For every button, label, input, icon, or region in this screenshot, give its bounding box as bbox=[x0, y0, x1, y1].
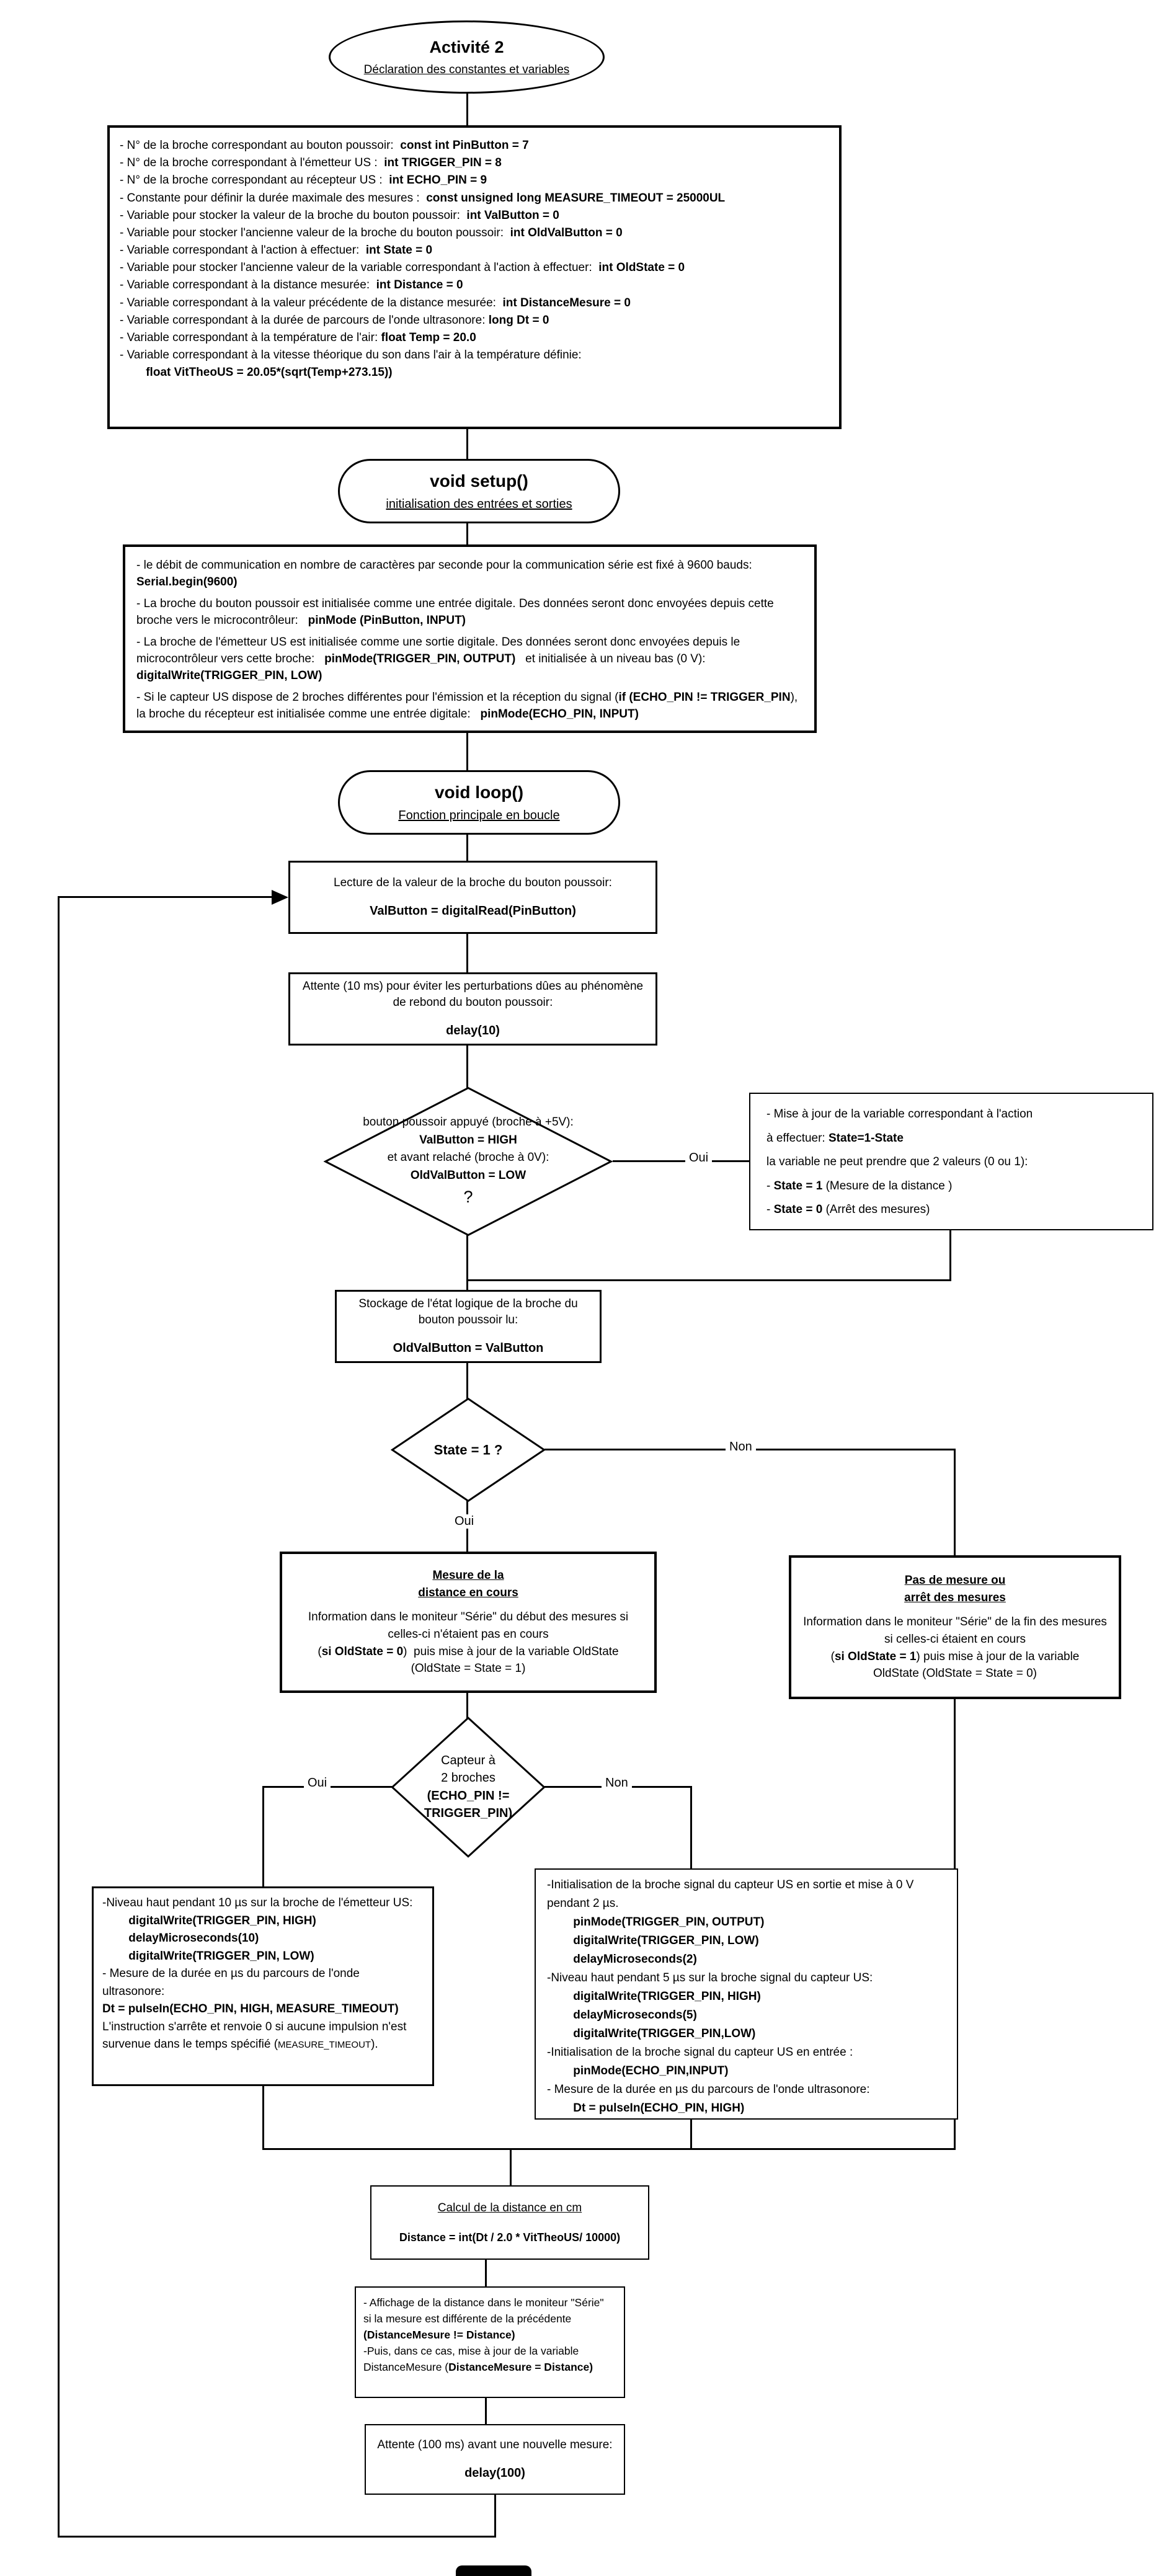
text-segment: Capteur à bbox=[441, 1754, 495, 1768]
loop-subtitle: Fonction principale en boucle bbox=[398, 808, 560, 822]
connector-diamond3-oui-down bbox=[262, 1786, 264, 1888]
text-line bbox=[799, 1665, 1111, 1682]
loop-title: void loop() bbox=[434, 782, 524, 802]
text-line bbox=[299, 979, 647, 1010]
text-segment: - Mise à jour de la variable correspondant à l'action bbox=[766, 1108, 1033, 1121]
text-segment: digitalWrite(TRIGGER_PIN, HIGH) bbox=[102, 1914, 316, 1927]
text-line bbox=[120, 348, 829, 362]
text-segment: int TRIGGER_PIN = 8 bbox=[384, 156, 502, 170]
text-segment: - Variable correspondant à l'action à effectuer: bbox=[120, 244, 366, 257]
text-segment: State = 1 bbox=[773, 1179, 823, 1193]
text-line bbox=[290, 1643, 647, 1661]
text-segment: Lecture de la valeur de la broche du bouton poussoir: bbox=[334, 876, 612, 889]
text-segment: int OldValButton = 0 bbox=[510, 226, 623, 239]
text-segment: int DistanceMesure = 0 bbox=[502, 296, 631, 309]
text-segment: ( bbox=[318, 1645, 322, 1658]
text-line bbox=[799, 1648, 1111, 1666]
node-calcul-box bbox=[370, 2185, 649, 2260]
text-line bbox=[290, 1584, 647, 1602]
text-line bbox=[363, 2295, 616, 2311]
text-segment: -Puis, dans ce cas, mise à jour de la variable bbox=[363, 2344, 579, 2357]
text-segment: (Arrêt des mesures) bbox=[822, 1203, 930, 1217]
text-line bbox=[547, 1932, 946, 1950]
text-line bbox=[363, 2343, 616, 2360]
text-segment: Information dans le moniteur "Série" de la fin des mesures si celles-ci étaient en cours bbox=[803, 1615, 1111, 1646]
text-line bbox=[120, 226, 829, 240]
connector-merge2-calcul bbox=[510, 2148, 512, 2185]
text-line bbox=[547, 1913, 946, 1932]
text-segment: digitalWrite(TRIGGER_PIN, LOW) bbox=[102, 1949, 314, 1963]
connector-mesure-diamond3 bbox=[466, 1693, 468, 1719]
node-activite-terminator bbox=[329, 20, 605, 94]
text-segment: et avant relaché (broche à 0V): bbox=[387, 1150, 549, 1164]
text-line bbox=[547, 2006, 946, 2025]
text-segment: -Initialisation de la broche signal du capteur US en sortie et mise à 0 V pendant 2 µs. bbox=[547, 1878, 917, 1911]
text-line bbox=[394, 1787, 543, 1805]
text-segment: et initialisée à un niveau bas (0 V): bbox=[515, 652, 709, 665]
text-segment: Attente (100 ms) avant une nouvelle mesure: bbox=[377, 2438, 613, 2451]
connector-lecture-attente10 bbox=[466, 933, 468, 972]
setup-title: void setup() bbox=[430, 471, 528, 491]
text-line bbox=[547, 1876, 946, 1913]
text-line bbox=[340, 1114, 597, 1132]
text-line bbox=[363, 2360, 616, 2376]
text-segment: (OldState = State = 1) bbox=[411, 1662, 526, 1676]
connector-misejour-down bbox=[949, 1230, 951, 1281]
text-segment: ) puis mise à jour de la variable OldState bbox=[403, 1645, 619, 1658]
text-line bbox=[102, 1965, 424, 2001]
connector-setup-setupbody bbox=[466, 522, 468, 546]
diamond-capteur-text bbox=[394, 1752, 543, 1823]
connector-diamond1-oui-h bbox=[613, 1160, 750, 1162]
text-segment: DistanceMesure ( bbox=[363, 2360, 449, 2373]
node-diamond-state bbox=[391, 1398, 546, 1502]
text-line bbox=[120, 278, 829, 292]
text-segment: Mesure de la bbox=[432, 1569, 504, 1583]
text-segment: - La broche du bouton poussoir est initialisée comme une entrée digitale. Des données seront donc envoyées depuis cette broche vers le microcontrôleur: bbox=[136, 597, 777, 627]
node-declarations-box bbox=[107, 125, 842, 429]
text-line bbox=[136, 557, 803, 590]
text-line bbox=[766, 1154, 1136, 1171]
text-line bbox=[102, 1930, 424, 1948]
connector-attente100-down bbox=[494, 2494, 496, 2538]
text-segment: - Variable correspondant à la vitesse théorique du son dans l'air à la température définie: bbox=[120, 349, 582, 362]
connector-niveau-down bbox=[262, 2086, 264, 2150]
text-segment: int ECHO_PIN = 9 bbox=[389, 174, 487, 187]
text-segment: (ECHO_PIN != bbox=[427, 1789, 510, 1803]
text-segment: TRIGGER_PIN) bbox=[424, 1806, 513, 1821]
text-segment: DistanceMesure = Distance) bbox=[448, 2360, 593, 2373]
node-pas-mesure-box bbox=[789, 1555, 1121, 1699]
text-line bbox=[299, 1023, 647, 1039]
text-segment: pinMode (PinButton, INPUT) bbox=[308, 613, 466, 627]
text-segment: delayMicroseconds(2) bbox=[547, 1953, 697, 1966]
text-segment: - Mesure de la durée en µs du parcours de l'onde ultrasonore: bbox=[547, 2083, 870, 2097]
text-line bbox=[120, 331, 829, 345]
text-segment: digitalWrite(TRIGGER_PIN, LOW) bbox=[136, 668, 322, 682]
text-segment: pinMode(ECHO_PIN, INPUT) bbox=[480, 707, 639, 721]
text-segment: ) puis mise à jour de la variable bbox=[916, 1650, 1080, 1663]
text-segment: ValButton = digitalRead(PinButton) bbox=[370, 904, 576, 918]
text-line bbox=[766, 1130, 1136, 1147]
node-niveau-haut-box bbox=[92, 1886, 434, 2086]
text-line bbox=[766, 1202, 1136, 1219]
node-diamond-bouton-poussoir bbox=[322, 1086, 614, 1237]
text-line bbox=[136, 690, 803, 722]
text-line bbox=[799, 1589, 1111, 1607]
text-line bbox=[120, 260, 829, 275]
text-line bbox=[290, 1609, 647, 1643]
text-segment: ). bbox=[371, 2038, 378, 2051]
text-segment: Information dans le moniteur "Série" du début des mesures si celles-ci n'étaient pas en cours bbox=[308, 1610, 632, 1641]
node-attente100-box bbox=[365, 2424, 625, 2495]
text-segment: si OldState = 1 bbox=[834, 1650, 917, 1663]
text-line bbox=[345, 1340, 591, 1357]
text-segment: bouton poussoir appuyé (broche à +5V): bbox=[363, 1115, 574, 1129]
text-segment: si OldState = 0 bbox=[321, 1645, 404, 1658]
connector-merge2-h bbox=[262, 2148, 956, 2150]
text-segment: State = 0 bbox=[773, 1203, 823, 1217]
connector-misejour-merge-h bbox=[467, 1279, 951, 1281]
connector-setupbody-loop bbox=[466, 733, 468, 771]
text-segment: int ValButton = 0 bbox=[466, 208, 559, 222]
connector-diamond2-non-down bbox=[954, 1449, 956, 1557]
text-line bbox=[799, 1614, 1111, 1648]
text-segment: delay(100) bbox=[464, 2466, 525, 2481]
connector-loop-lecture bbox=[466, 835, 468, 861]
text-line bbox=[120, 296, 829, 310]
text-segment: MEASURE_TIMEOUT bbox=[278, 2040, 371, 2050]
text-segment: ( bbox=[830, 1650, 835, 1663]
edge-label-non-diamond3: Non bbox=[602, 1776, 632, 1790]
text-line bbox=[120, 191, 829, 205]
node-mesure-box bbox=[280, 1552, 657, 1693]
text-segment: - Si le capteur US dispose de 2 broches différentes pour l'émission et la réception du signal ( bbox=[136, 691, 619, 704]
text-line bbox=[394, 1770, 543, 1787]
activite-title: Activité 2 bbox=[429, 37, 504, 56]
text-line bbox=[340, 1166, 597, 1184]
node-loop-terminator bbox=[338, 770, 620, 835]
text-line bbox=[547, 2081, 946, 2099]
text-segment: long Dt = 0 bbox=[488, 313, 549, 327]
text-line bbox=[299, 903, 647, 920]
text-line bbox=[766, 1106, 1136, 1123]
text-segment: - La broche de l'émetteur US est initialisée comme une sortie digitale. Des données seront donc envoyées depuis le microcontrôleur vers cette broche: bbox=[136, 636, 744, 665]
node-mise-a-jour-box bbox=[749, 1093, 1153, 1230]
text-segment: - Variable pour stocker la valeur de la broche du bouton poussoir: bbox=[120, 208, 467, 222]
text-line bbox=[766, 1178, 1136, 1195]
text-line bbox=[375, 2200, 644, 2216]
text-line bbox=[120, 138, 829, 153]
node-init-broche-box bbox=[535, 1868, 958, 2120]
text-segment: distance en cours bbox=[418, 1586, 518, 1599]
text-segment: ), la broche du récepteur est initialisée comme une entrée digitale: bbox=[136, 691, 801, 721]
text-segment: - le débit de communication en nombre de caractères par seconde pour la communication série est fixé à 9600 bauds: bbox=[136, 559, 756, 572]
text-line bbox=[290, 1660, 647, 1677]
text-line bbox=[120, 208, 829, 223]
text-line bbox=[290, 1567, 647, 1584]
connector-loopback-top-h bbox=[58, 896, 272, 898]
text-line bbox=[363, 2327, 616, 2343]
connector-activite-declarations bbox=[466, 93, 468, 127]
text-line bbox=[120, 365, 829, 380]
text-segment: - Constante pour définir la durée maximale des mesures : bbox=[120, 191, 427, 205]
text-segment: - N° de la broche correspondant à l'émetteur US : bbox=[120, 156, 384, 170]
text-segment: arrêt des mesures bbox=[904, 1591, 1006, 1604]
text-line bbox=[375, 2230, 644, 2245]
text-segment: 2 broches bbox=[441, 1771, 495, 1785]
text-segment: int State = 0 bbox=[365, 244, 433, 257]
diamond-state-text: State = 1 ? bbox=[433, 1442, 503, 1458]
node-diamond-capteur bbox=[391, 1717, 546, 1858]
text-segment: Attente (10 ms) pour éviter les perturbations dûes au phénomène de rebond du bouton poussoir: bbox=[302, 979, 647, 1009]
text-segment: Serial.begin(9600) bbox=[136, 575, 238, 588]
text-segment: pinMode(ECHO_PIN,INPUT) bbox=[547, 2064, 729, 2078]
text-segment: Stockage de l'état logique de la broche du bouton poussoir lu: bbox=[358, 1297, 581, 1326]
text-line bbox=[102, 1912, 424, 1930]
text-line bbox=[120, 173, 829, 187]
text-segment: à effectuer: bbox=[766, 1131, 829, 1145]
text-segment: Distance = int(Dt / 2.0 * VitTheoUS/ 10000) bbox=[399, 2231, 621, 2244]
connector-diamond3-non-down bbox=[690, 1786, 692, 1870]
text-line bbox=[120, 243, 829, 257]
connector-affichage-attente100 bbox=[485, 2397, 487, 2424]
text-line bbox=[394, 1805, 543, 1822]
text-segment: -Niveau haut pendant 10 µs sur la broche de l'émetteur US: bbox=[102, 1896, 413, 1909]
connector-loopback-left-v bbox=[58, 896, 60, 2538]
text-line bbox=[547, 1988, 946, 2006]
text-line bbox=[102, 1894, 424, 1912]
node-affichage-box bbox=[355, 2286, 625, 2398]
text-line bbox=[340, 1149, 597, 1167]
text-segment: -Niveau haut pendant 5 µs sur la broche signal du capteur US: bbox=[547, 1971, 873, 1985]
edge-label-oui-diamond3: Oui bbox=[304, 1776, 331, 1790]
text-segment: - Variable correspondant à la température de l'air: bbox=[120, 331, 381, 344]
text-segment: - bbox=[766, 1179, 774, 1193]
text-segment: - Variable correspondant à la durée de parcours de l'onde ultrasonore: bbox=[120, 313, 489, 327]
text-segment: float VitTheoUS = 20.05*(sqrt(Temp+273.15)) bbox=[120, 366, 393, 380]
text-segment: Dt = pulseIn(ECHO_PIN, HIGH) bbox=[547, 2102, 745, 2115]
text-segment: delayMicroseconds(10) bbox=[102, 1932, 259, 1945]
text-line bbox=[372, 2465, 618, 2482]
node-stockage-box bbox=[335, 1290, 602, 1363]
text-line bbox=[102, 1948, 424, 1966]
node-setup-body-box bbox=[123, 544, 817, 733]
text-line bbox=[102, 2001, 424, 2019]
text-segment: digitalWrite(TRIGGER_PIN, HIGH) bbox=[547, 1990, 761, 2004]
text-segment: - Variable pour stocker l'ancienne valeur de la broche du bouton poussoir: bbox=[120, 226, 510, 239]
text-line bbox=[547, 2043, 946, 2062]
connector-stockage-diamond2 bbox=[466, 1362, 468, 1399]
text-segment: Calcul de la distance en cm bbox=[437, 2201, 582, 2215]
text-segment: State=1-State bbox=[829, 1131, 904, 1145]
text-segment: delayMicroseconds(5) bbox=[547, 2009, 697, 2022]
text-line bbox=[345, 1296, 591, 1328]
text-segment: Pas de mesure ou bbox=[904, 1574, 1006, 1588]
setup-subtitle: initialisation des entrées et sorties bbox=[386, 497, 572, 511]
text-line bbox=[120, 313, 829, 327]
diamond-bouton-text bbox=[340, 1114, 597, 1210]
activite-subtitle: Déclaration des constantes et variables bbox=[363, 63, 570, 76]
text-segment: ValButton = HIGH bbox=[419, 1133, 517, 1147]
text-line bbox=[799, 1572, 1111, 1589]
text-segment: - Variable correspondant à la valeur précédente de la distance mesurée: bbox=[120, 296, 503, 309]
text-segment: int OldState = 0 bbox=[598, 261, 685, 275]
text-segment: L'instruction s'arrête et renvoie 0 si aucune impulsion n'est survenue dans le temps spécifié ( bbox=[102, 2020, 410, 2051]
text-segment: - Variable correspondant à la distance mesurée: bbox=[120, 278, 376, 292]
text-segment: la variable ne peut prendre que 2 valeurs (0 ou 1): bbox=[766, 1155, 1028, 1169]
text-line bbox=[340, 1184, 597, 1210]
text-segment: OldValButton = LOW bbox=[410, 1168, 526, 1182]
node-lecture-box bbox=[288, 861, 657, 934]
text-line bbox=[547, 2099, 946, 2118]
bottom-cutoff-shape bbox=[456, 2565, 531, 2576]
text-segment: const unsigned long MEASURE_TIMEOUT = 25000UL bbox=[426, 191, 726, 205]
text-line bbox=[363, 2311, 616, 2327]
text-segment: pinMode(TRIGGER_PIN, OUTPUT) bbox=[324, 652, 516, 665]
text-segment: int Distance = 0 bbox=[376, 278, 463, 292]
connector-declarations-setup bbox=[466, 429, 468, 459]
text-segment: - Variable pour stocker l'ancienne valeur de la variable correspondant à l'action à effectuer: bbox=[120, 261, 599, 275]
arrowhead-into-lecture bbox=[272, 890, 288, 905]
text-line bbox=[547, 1969, 946, 1988]
text-line bbox=[394, 1752, 543, 1769]
text-segment: Dt = pulseIn(ECHO_PIN, HIGH, MEASURE_TIMEOUT) bbox=[102, 2002, 399, 2015]
connector-loopback-bottom-h bbox=[58, 2536, 496, 2538]
text-segment: ? bbox=[463, 1187, 473, 1206]
text-line bbox=[136, 596, 803, 629]
text-segment: si la mesure est différente de la précédente bbox=[363, 2312, 572, 2325]
text-line bbox=[102, 2019, 424, 2054]
text-segment: digitalWrite(TRIGGER_PIN,LOW) bbox=[547, 2027, 756, 2041]
text-line bbox=[136, 634, 803, 684]
connector-calcul-affichage bbox=[485, 2259, 487, 2286]
edge-label-oui-diamond2: Oui bbox=[451, 1514, 478, 1529]
text-segment: (DistanceMesure != Distance) bbox=[363, 2328, 515, 2341]
text-segment: - N° de la broche correspondant au bouton poussoir: bbox=[120, 139, 401, 152]
text-segment: if (ECHO_PIN != TRIGGER_PIN bbox=[618, 691, 791, 704]
text-line bbox=[372, 2437, 618, 2453]
text-segment: pinMode(TRIGGER_PIN, OUTPUT) bbox=[547, 1916, 765, 1929]
text-segment: float Temp = 20.0 bbox=[381, 331, 476, 344]
text-segment: OldValButton = ValButton bbox=[393, 1341, 544, 1356]
text-line bbox=[547, 1950, 946, 1969]
connector-attente10-diamond1 bbox=[466, 1044, 468, 1088]
text-line bbox=[547, 2062, 946, 2081]
edge-label-non-diamond2: Non bbox=[726, 1440, 756, 1454]
edge-label-oui-diamond1: Oui bbox=[685, 1151, 712, 1165]
text-segment: OldState (OldState = State = 0) bbox=[873, 1667, 1037, 1681]
text-line bbox=[340, 1131, 597, 1149]
text-segment: - bbox=[766, 1203, 774, 1217]
text-line bbox=[547, 2025, 946, 2043]
text-segment: - Affichage de la distance dans le moniteur "Série" bbox=[363, 2296, 604, 2309]
text-segment: (Mesure de la distance ) bbox=[822, 1179, 953, 1193]
node-setup-terminator bbox=[338, 459, 620, 523]
text-segment: -Initialisation de la broche signal du capteur US en entrée : bbox=[547, 2046, 853, 2059]
text-line bbox=[299, 875, 647, 891]
connector-diamond1-stockage bbox=[466, 1235, 468, 1290]
text-segment: digitalWrite(TRIGGER_PIN, LOW) bbox=[547, 1934, 759, 1948]
text-segment: - Mesure de la durée en µs du parcours de l'onde ultrasonore: bbox=[102, 1967, 363, 1998]
connector-init-down bbox=[690, 2120, 692, 2150]
text-segment: delay(10) bbox=[446, 1024, 500, 1038]
node-attente10-box bbox=[288, 972, 657, 1046]
text-segment: - N° de la broche correspondant au récepteur US : bbox=[120, 174, 389, 187]
text-segment: const int PinButton = 7 bbox=[400, 139, 529, 152]
text-line bbox=[120, 156, 829, 170]
